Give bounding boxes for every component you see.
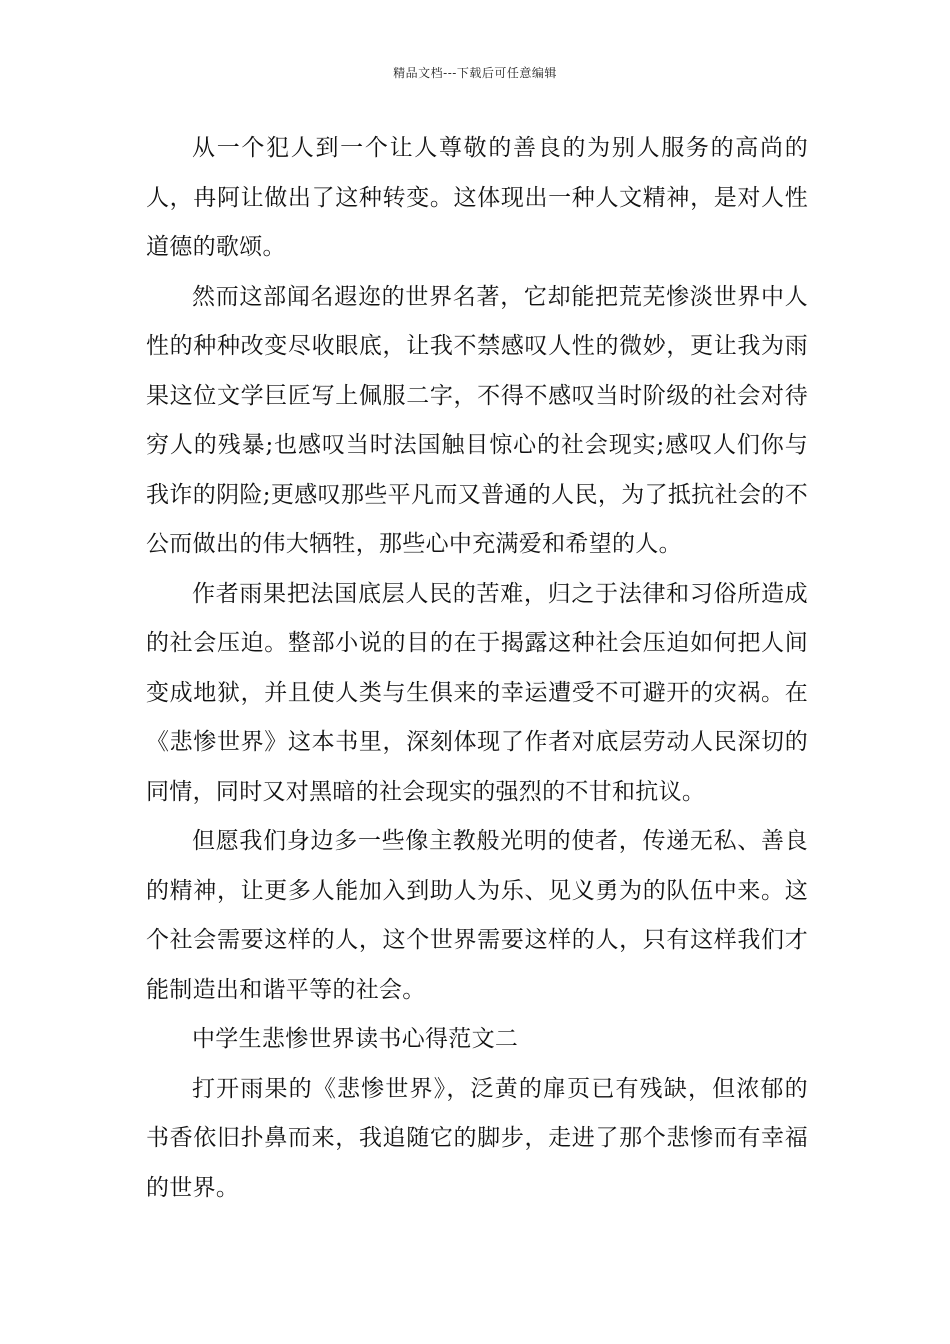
paragraph-4: 但愿我们身边多一些像主教般光明的使者，传递无私、善良的精神，让更多人能加入到助人为乐、见义勇为的队伍中来。这个社会需要这样的人，这个世界需要这样的人，只有这样我们才能制造出和谐平等的社会。 <box>146 828 808 1003</box>
paragraph-1: 从一个犯人到一个让人尊敬的善良的为别人服务的高尚的人，冉阿让做出了这种转变。这体现出一种人文精神，是对人性道德的歌颂。 <box>146 135 808 260</box>
document-body <box>146 124 808 1213</box>
paragraph-3: 作者雨果把法国底层人民的苦难，归之于法律和习俗所造成的社会压迫。整部小说的目的在于揭露这种社会压迫如何把人间变成地狱，并且使人类与生俱来的幸运遭受不可避开的灾祸。在《悲惨世界》这本书里，深刻体现了作者对底层劳动人民深切的同情，同时又对黑暗的社会现实的强烈的不甘和抗议。 <box>146 580 808 805</box>
section-heading: 中学生悲惨世界读书心得范文二 <box>192 1026 519 1052</box>
page-header: 精品文档---下载后可任意编辑 <box>393 66 557 80</box>
paragraph-2: 然而这部闻名遐迩的世界名著，它却能把荒芜惨淡世界中人性的种种改变尽收眼底，让我不禁感叹人性的微妙，更让我为雨果这位文学巨匠写上佩服二字，不得不感叹当时阶级的社会对待穷人的残暴;也感叹当时法国触目惊心的社会现实;感叹人们你与我诈的阴险;更感叹那些平凡而又普通的人民，为了抵抗社会的不公而做出的伟大牺牲，那些心中充满爱和希望的人。 <box>146 283 808 557</box>
paragraph-5: 打开雨果的《悲惨世界》，泛黄的扉页已有残缺，但浓郁的书香依旧扑鼻而来，我追随它的脚步，走进了那个悲惨而有幸福的世界。 <box>146 1075 808 1201</box>
